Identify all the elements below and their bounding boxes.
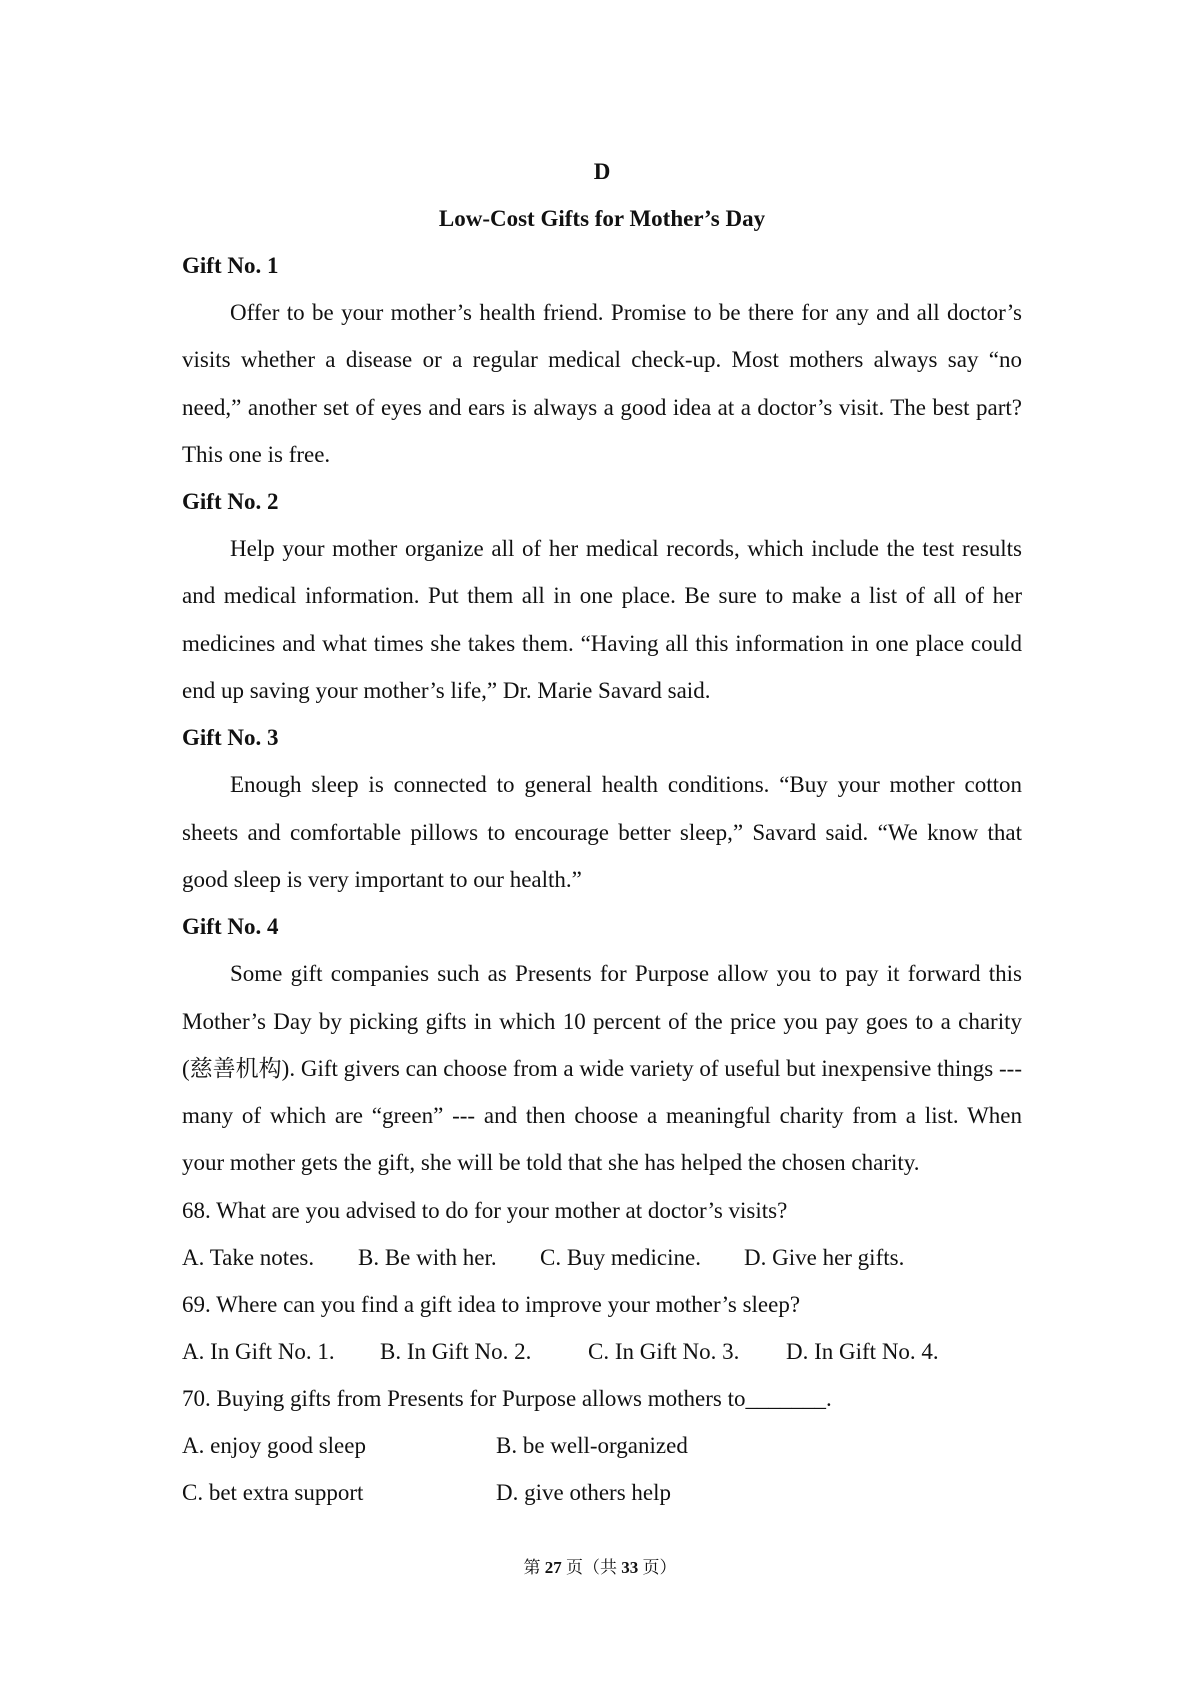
footer-suffix: 页） — [642, 1558, 677, 1577]
option-68-d: D. Give her gifts. — [744, 1244, 905, 1270]
question-68: 68. What are you advised to do for your mother at doctor’s visits? — [182, 1197, 788, 1223]
question-69: 69. Where can you find a gift idea to improve your mother’s sleep? — [182, 1291, 801, 1317]
gift-heading-4: Gift No. 4 — [182, 914, 279, 940]
question-70: 70. Buying gifts from Presents for Purpose allows mothers to_______. — [182, 1385, 832, 1411]
question-70-options-row-1 — [182, 1422, 1022, 1469]
question-68-options — [182, 1234, 1022, 1281]
option-70-c: C. bet extra support — [182, 1479, 364, 1505]
option-68-c: C. Buy medicine. — [540, 1244, 701, 1270]
option-70-d: D. give others help — [496, 1479, 672, 1505]
gift-paragraph-4: Some gift companies such as Presents for Purpose allow you to pay it forward this Mother’s Day by picking gifts in which 10 percent of the price you pay goes to a charity (慈善机构). Gift givers can choose from a wide variety of useful but inexpensive things --- many of which are “green” --- and then choose a meaningful charity from a list. When your mother gets the gift, she will be told that she has helped the chosen charity. — [182, 961, 1022, 1176]
passage-title: Low-Cost Gifts for Mother’s Day — [438, 206, 766, 231]
gift-heading-3: Gift No. 3 — [182, 725, 279, 751]
option-69-a: A. In Gift No. 1. — [182, 1338, 335, 1364]
option-70-a: A. enjoy good sleep — [182, 1432, 366, 1458]
gift-paragraph-1: Offer to be your mother’s health friend. Promise to be there for any and all doctor’s visits whether a disease or a regular medical check-up. Most mothers always say “no need,” another set of eyes and ears is always a good idea at a doctor’s visit. The best part? This one is free. — [182, 300, 1022, 467]
question-70-options-row-2 — [182, 1469, 1022, 1516]
question-69-options — [182, 1328, 1022, 1375]
gift-paragraph-2: Help your mother organize all of her medical records, which include the test results and medical information. Put them all in one place. Be sure to make a list of all of her medicines and what times she takes them. “Having all this information in one place could end up saving your mother’s life,” Dr. Marie Savard said. — [182, 536, 1022, 704]
option-70-b: B. be well-organized — [496, 1432, 688, 1458]
footer-prefix: 第 — [523, 1558, 541, 1577]
gift-heading-2: Gift No. 2 — [182, 489, 279, 515]
gift-paragraph-3: Enough sleep is connected to general health conditions. “Buy your mother cotton sheets and comfortable pillows to encourage better sleep,” Savard said. “We know that good sleep is very important to our health.” — [182, 772, 1022, 892]
option-68-b: B. Be with her. — [358, 1244, 497, 1270]
gift-heading-1: Gift No. 1 — [182, 253, 279, 278]
footer-page-number: 27 — [544, 1558, 562, 1577]
footer-total-pages: 33 — [621, 1558, 639, 1577]
page-footer — [0, 1556, 1200, 1580]
section-letter: D — [593, 159, 611, 184]
footer-middle: 页（共 — [566, 1558, 617, 1577]
option-69-c: C. In Gift No. 3. — [588, 1338, 740, 1364]
option-68-a: A. Take notes. — [182, 1244, 315, 1270]
document-page — [182, 148, 1022, 1516]
option-69-d: D. In Gift No. 4. — [786, 1338, 939, 1364]
option-69-b: B. In Gift No. 2. — [380, 1338, 532, 1364]
